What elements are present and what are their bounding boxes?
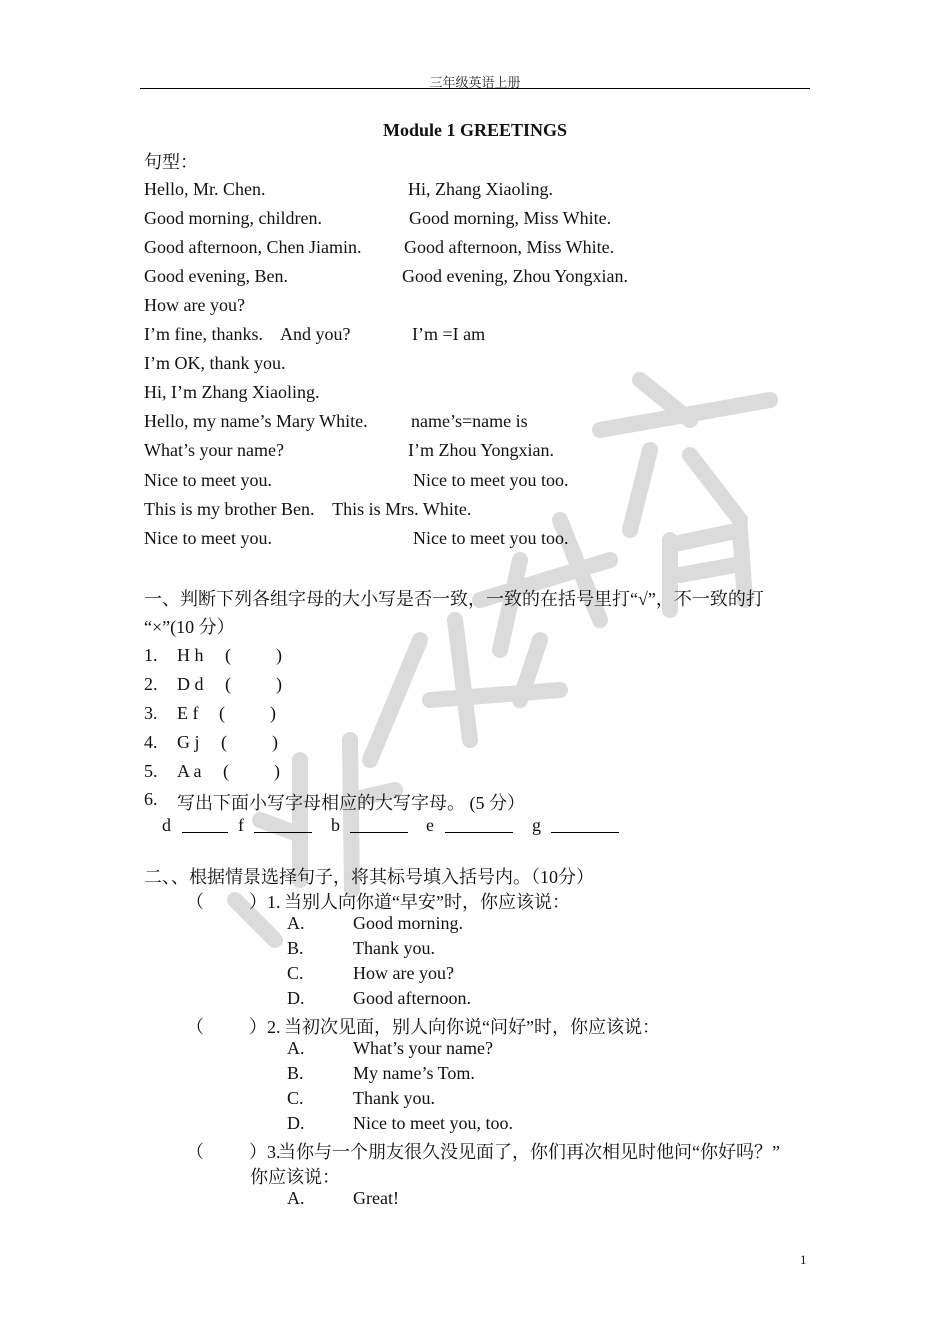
s2-q1-opt-a: Good morning. — [353, 913, 463, 933]
s1-item-1-answer[interactable]: ( ) — [225, 645, 282, 665]
pattern-row-1-b: Hi, Zhang Xiaoling. — [408, 179, 553, 199]
s1-q6-num: 6. — [144, 789, 158, 809]
pattern-row-3-b: Good afternoon, Miss White. — [404, 237, 615, 257]
s1-item-3-text: E f — [177, 703, 199, 723]
s2-q2-opt-a: What’s your name? — [353, 1038, 493, 1058]
pattern-row-7-a: I’m OK, thank you. — [144, 353, 286, 373]
s1-item-2-answer[interactable]: ( ) — [225, 674, 282, 694]
s2-q2-opt-b: My name’s Tom. — [353, 1063, 475, 1083]
s1-item-4-num: 4. — [144, 732, 158, 752]
s2-q2-prompt: 当初次见面，别人向你说“问好”时，你应该说： — [284, 1017, 660, 1037]
s2-q2-opt-b-letter: B. — [287, 1063, 304, 1083]
page-header: 三年级英语上册 — [429, 75, 521, 90]
s2-q1-opt-c: How are you? — [353, 963, 454, 983]
pattern-row-1-a: Hello, Mr. Chen. — [144, 179, 266, 199]
pattern-row-13-a: Nice to meet you. — [144, 528, 272, 548]
letter-d-blank[interactable] — [182, 816, 228, 833]
pattern-row-3-a: Good afternoon, Chen Jiamin. — [144, 237, 362, 257]
s2-q1-opt-c-letter: C. — [287, 963, 304, 983]
letter-b-blank[interactable] — [350, 816, 408, 833]
pattern-row-4-b: Good evening, Zhou Yongxian. — [402, 266, 628, 286]
pattern-row-2-b: Good morning, Miss White. — [409, 208, 612, 228]
s1-item-1-num: 1. — [144, 645, 158, 665]
s2-q1-opt-a-letter: A. — [287, 913, 305, 933]
letter-e: e — [426, 815, 434, 835]
s1-item-5-answer[interactable]: ( ) — [223, 761, 280, 781]
s1-item-5-text: A a — [177, 761, 202, 781]
patterns-label: 句型： — [144, 152, 198, 172]
pattern-row-9-b: name’s=name is — [411, 411, 528, 431]
s1-item-3-num: 3. — [144, 703, 158, 723]
s2-q3-opt-a: Great! — [353, 1188, 399, 1208]
s2-q3-prompt: 当你与一个朋友很久没见面了，你们再次相见时他问“你好吗？” — [278, 1142, 780, 1162]
section2-heading: 二、、根据情景选择句子，将其标号填入括号内。（10分） — [144, 867, 594, 887]
s2-q2-opt-d: Nice to meet you, too. — [353, 1113, 513, 1133]
s2-q2-opt-d-letter: D. — [287, 1113, 305, 1133]
s2-q3-answer[interactable]: （ ）3. — [186, 1142, 281, 1162]
pattern-row-12-a: This is my brother Ben. This is Mrs. White. — [144, 499, 472, 519]
pattern-row-5-a: How are you? — [144, 295, 245, 315]
pattern-row-10-b: I’m Zhou Yongxian. — [408, 440, 555, 460]
pattern-row-13-b: Nice to meet you too. — [413, 528, 569, 548]
s2-q3-opt-a-letter: A. — [287, 1188, 305, 1208]
header-divider — [140, 88, 810, 89]
s2-q1-opt-b: Thank you. — [353, 938, 435, 958]
s1-item-2-text: D d — [177, 674, 204, 694]
module-title: Module 1 GREETINGS — [382, 120, 568, 140]
letter-d: d — [162, 815, 171, 835]
s1-item-4-text: G j — [177, 732, 200, 752]
watermark-text: 非华教育 — [0, 0, 4, 1]
s2-q2-opt-c-letter: C. — [287, 1088, 304, 1108]
letter-b: b — [331, 815, 340, 835]
s2-q1-opt-b-letter: B. — [287, 938, 304, 958]
s2-q2-answer[interactable]: （ ）2. — [186, 1017, 281, 1037]
letter-f-blank[interactable] — [254, 816, 312, 833]
s2-q1-answer[interactable]: （ ）1. — [186, 892, 281, 912]
s2-q2-opt-a-letter: A. — [287, 1038, 305, 1058]
letter-g-blank[interactable] — [551, 816, 619, 833]
letter-e-blank[interactable] — [445, 816, 513, 833]
pattern-row-11-a: Nice to meet you. — [144, 470, 272, 490]
s2-q1-opt-d-letter: D. — [287, 988, 305, 1008]
pattern-row-6-a: I’m fine, thanks. And you? — [144, 324, 351, 344]
s1-item-5-num: 5. — [144, 761, 158, 781]
s2-q1-prompt: 当别人向你道“早安”时，你应该说： — [284, 892, 570, 912]
s2-q3-prompt-cont: 你应该说： — [250, 1167, 340, 1187]
pattern-row-4-a: Good evening, Ben. — [144, 266, 288, 286]
s2-q1-opt-d: Good afternoon. — [353, 988, 471, 1008]
s1-q6-text: 写出下面小写字母相应的大写字母。 (5 分） — [177, 793, 525, 813]
s1-item-2-num: 2. — [144, 674, 158, 694]
section1-heading-cont: “×”(10 分） — [144, 617, 235, 637]
pattern-row-6-b: I’m =I am — [412, 324, 486, 344]
s1-item-4-answer[interactable]: ( ) — [221, 732, 278, 752]
pattern-row-2-a: Good morning, children. — [144, 208, 322, 228]
pattern-row-8-a: Hi, I’m Zhang Xiaoling. — [144, 382, 320, 402]
letter-f: f — [238, 815, 244, 835]
pattern-row-11-b: Nice to meet you too. — [413, 470, 569, 490]
s1-item-3-answer[interactable]: ( ) — [219, 703, 276, 723]
s2-q2-opt-c: Thank you. — [353, 1088, 435, 1108]
s1-item-1-text: H h — [177, 645, 204, 665]
pattern-row-10-a: What’s your name? — [144, 440, 284, 460]
section1-heading: 一、判断下列各组字母的大小写是否一致，一致的在括号里打“√”，不一致的打 — [144, 589, 764, 609]
letter-g: g — [532, 815, 541, 835]
pattern-row-9-a: Hello, my name’s Mary White. — [144, 411, 368, 431]
page-number: 1 — [800, 1252, 807, 1267]
